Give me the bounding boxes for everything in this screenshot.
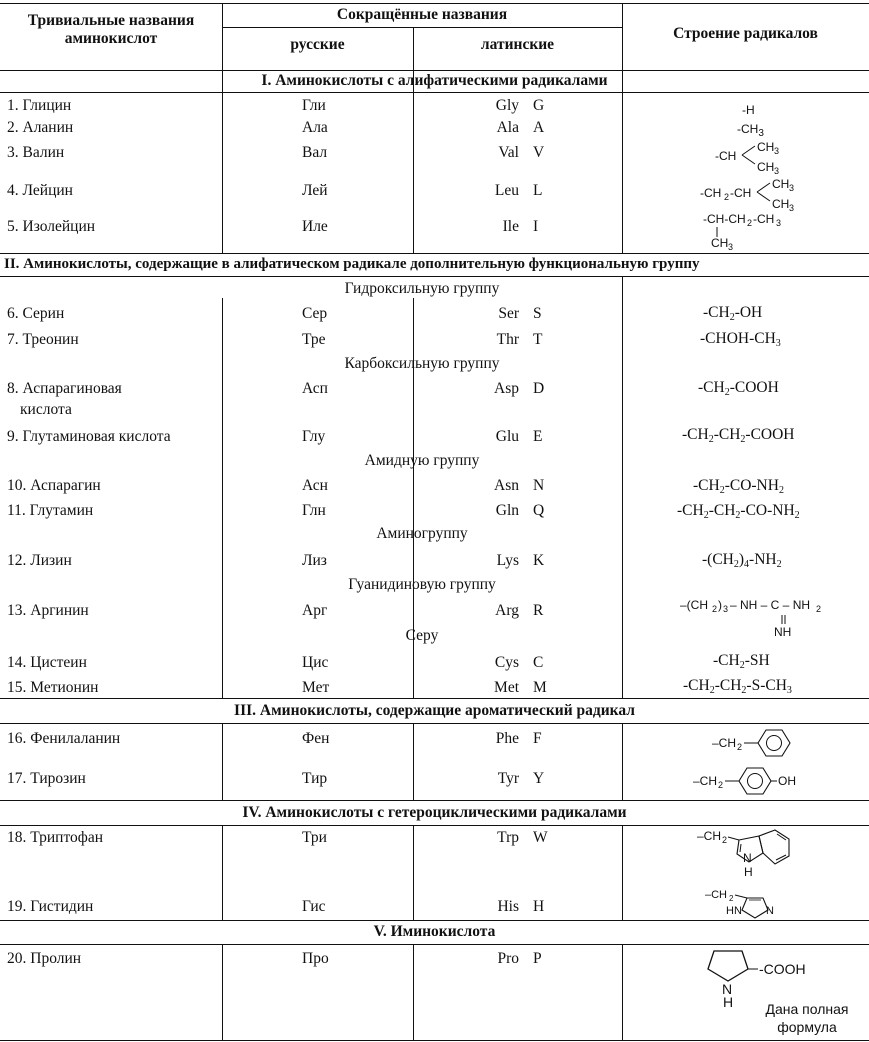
row-code: F <box>533 730 542 747</box>
row-ru: Глу <box>302 428 326 445</box>
col-line-2 <box>413 724 414 800</box>
row-name: 3. Валин <box>7 144 65 161</box>
row-lat: Arg <box>495 602 519 619</box>
svg-text:3: 3 <box>723 604 729 614</box>
svg-text:-CH: -CH <box>730 186 752 200</box>
row-name: 15. Метионин <box>7 679 99 696</box>
header-structure: Строение радикалов <box>673 25 818 42</box>
header-bottom-rule <box>0 70 869 71</box>
row-ru: Тир <box>302 770 328 787</box>
row-code: Y <box>533 770 545 787</box>
row-code: D <box>533 380 545 397</box>
row-code: N <box>533 477 545 494</box>
row-lat: Ile <box>502 218 519 235</box>
row-ru: Ала <box>302 119 328 136</box>
row-lat: Ala <box>496 119 519 136</box>
svg-text:3: 3 <box>776 218 782 228</box>
row-code: R <box>533 602 544 619</box>
radical-arg <box>680 595 840 641</box>
svg-text:NH: NH <box>774 625 792 639</box>
row-name: 19. Гистидин <box>7 898 94 915</box>
row-name: 18. Триптофан <box>7 829 104 846</box>
header-trivial: Тривиальные названия аминокислот <box>27 12 195 47</box>
section-rule-1 <box>0 92 869 93</box>
row-lat: Trp <box>497 829 519 846</box>
section-rule-2 <box>0 253 869 254</box>
row-ru: Гли <box>302 97 326 114</box>
col-line-1 <box>222 826 223 920</box>
row-lat: Asp <box>494 380 519 397</box>
row-ru: Арг <box>302 602 328 619</box>
svg-text:-CH: -CH <box>753 212 775 226</box>
section-rule-2b <box>0 276 869 277</box>
section-rule-3b <box>0 723 869 724</box>
svg-text:–CH: –CH <box>697 829 722 843</box>
row-code: M <box>533 679 547 696</box>
row-ru: Глн <box>302 502 326 519</box>
row-ru: Асп <box>302 380 328 397</box>
radical-ile <box>703 210 803 250</box>
row-name: 9. Глутаминовая кислота <box>7 428 171 445</box>
svg-text:CH: CH <box>711 236 729 250</box>
subsection-hydroxyl: Гидроксильную группу <box>344 280 500 297</box>
row-ru: Мет <box>302 679 330 696</box>
section-title-2: II. Аминокислоты, содержащие в алифатическом радикале дополнительную функциональную группу <box>4 256 700 272</box>
row-lat: Asn <box>494 477 519 494</box>
svg-text:3: 3 <box>728 242 734 250</box>
col-line-3 <box>622 826 623 920</box>
svg-text:2: 2 <box>724 192 730 202</box>
row-code: V <box>533 144 545 161</box>
row-ru: Фен <box>302 730 330 747</box>
svg-text:-CH-CH: -CH-CH <box>703 212 746 226</box>
row-code: K <box>533 552 545 569</box>
svg-text:3: 3 <box>789 183 795 193</box>
col-line-3 <box>622 945 623 1040</box>
radical-asp: $-CH_2$-COOH <box>698 379 779 398</box>
row-name: 14. Цистеин <box>7 654 87 671</box>
row-lat: Ser <box>498 305 519 322</box>
row-name: 6. Серин <box>7 305 65 322</box>
row-name: 4. Лейцин <box>7 182 73 199</box>
row-code: Q <box>533 502 545 519</box>
svg-text:CH: CH <box>757 160 775 174</box>
row-name: 5. Изолейцин <box>7 218 96 235</box>
svg-text:2: 2 <box>737 742 743 752</box>
svg-text:–CH: –CH <box>712 736 737 750</box>
row-name: 12. Лизин <box>7 552 72 569</box>
svg-text:H: H <box>744 865 753 879</box>
col-line-1 <box>222 945 223 1040</box>
section-title-1: I. Аминокислоты с алифатическими радикалами <box>261 72 608 89</box>
row-code: A <box>533 119 545 136</box>
svg-text:CH: CH <box>757 140 775 154</box>
radical-val <box>715 139 795 175</box>
col-line-3 <box>622 93 623 253</box>
radical-gln: $-CH_2-CH_2-CO-NH_2$ <box>677 502 800 521</box>
svg-text:3: 3 <box>774 146 780 156</box>
radical-thr: $-CHOH-CH_3$ <box>700 330 781 349</box>
row-ru: Три <box>302 829 327 846</box>
svg-text:–(CH: –(CH <box>680 598 709 612</box>
row-lat: Lys <box>496 552 519 569</box>
row-ru: Сер <box>302 305 328 322</box>
row-ru: Цис <box>302 654 329 671</box>
row-lat: Pro <box>497 950 519 967</box>
row-name: 16. Фенилаланин <box>7 730 121 747</box>
svg-text:-CH: -CH <box>715 149 737 163</box>
subsection-sulfur: Серу <box>405 627 439 644</box>
row-ru: Про <box>302 950 329 967</box>
col-line-2 <box>413 945 414 1040</box>
section-title-4: IV. Аминокислоты с гетероциклическими радикалами <box>242 804 627 821</box>
radical-trp <box>697 826 817 882</box>
header-abbrev: Сокращённые названия <box>336 6 508 23</box>
row-name: 11. Глутамин <box>7 502 94 519</box>
radical-met: $-CH_2-CH_2-S-CH_3$ <box>683 677 792 696</box>
radical-pro <box>700 947 850 1007</box>
col-line-1 <box>222 93 223 253</box>
svg-text:– NH – C – NH: – NH – C – NH <box>730 598 811 612</box>
row-lat: Gln <box>495 502 519 519</box>
radical-asn: $-CH_2-CO-NH_2$ <box>693 477 784 496</box>
row-lat: Met <box>494 679 519 696</box>
col-line-3 <box>622 277 623 698</box>
col-line-1 <box>222 724 223 800</box>
svg-text:HN: HN <box>726 905 742 917</box>
svg-text:N: N <box>722 981 733 997</box>
row-name: 13. Аргинин <box>7 602 89 619</box>
svg-text:2: 2 <box>747 218 753 228</box>
radical-lys: $-(CH_2)_4-NH_2$ <box>702 551 782 570</box>
row-code: E <box>533 428 543 445</box>
svg-text:-COOH: -COOH <box>759 961 806 977</box>
subsection-guanidine: Гуанидиновую группу <box>348 576 496 593</box>
table-bottom-rule <box>0 1040 869 1041</box>
row-lat: Val <box>498 144 519 161</box>
col-line-2 <box>413 826 414 920</box>
section-rule-4 <box>0 800 869 801</box>
row-code: W <box>533 829 548 846</box>
row-ru: Тре <box>302 331 326 348</box>
svg-text:CH: CH <box>772 197 790 211</box>
section-rule-3 <box>0 698 869 699</box>
svg-text:H: H <box>723 994 734 1007</box>
svg-text:2: 2 <box>712 604 718 614</box>
row-lat: His <box>497 898 519 915</box>
row-name: 17. Тирозин <box>7 770 86 787</box>
svg-text:2: 2 <box>718 780 724 790</box>
row-lat: Leu <box>494 182 519 199</box>
svg-text:N: N <box>743 851 752 865</box>
row-name: 1. Глицин <box>7 97 72 114</box>
subsection-carboxyl: Карбоксильную группу <box>344 355 500 372</box>
radical-gly: -H <box>742 103 755 117</box>
svg-text:-CH: -CH <box>700 186 722 200</box>
section-title-3: III. Аминокислоты, содержащие ароматический радикал <box>234 702 635 719</box>
row-name: 7. Треонин <box>7 331 79 348</box>
subsection-amino: Аминогруппу <box>376 525 468 542</box>
row-ru: Гис <box>302 898 326 915</box>
row-code: T <box>533 331 543 348</box>
row-ru: Лей <box>302 182 328 199</box>
row-code: H <box>533 898 545 915</box>
row-lat: Phe <box>495 730 519 747</box>
svg-text:3: 3 <box>789 203 795 212</box>
svg-text:2: 2 <box>729 894 734 903</box>
radical-leu <box>700 176 810 212</box>
row-lat: Glu <box>495 428 519 445</box>
row-ru: Иле <box>302 218 328 235</box>
row-ru: Асн <box>302 477 328 494</box>
radical-glu: $-CH_2-CH_2$-COOH <box>682 426 795 445</box>
header-russian: русские <box>290 36 345 53</box>
svg-text:3: 3 <box>774 166 780 175</box>
row-ru: Вал <box>302 144 328 161</box>
pro-note: Дана полная формула <box>765 1001 849 1035</box>
section-title-5: V. Иминокислота <box>373 923 496 940</box>
row-code: I <box>533 218 539 235</box>
svg-text:–CH: –CH <box>705 889 728 901</box>
row-code: S <box>533 305 542 322</box>
row-code: P <box>533 950 542 967</box>
radical-ser: $-CH_2-OH$ <box>703 304 763 323</box>
svg-text:2: 2 <box>722 835 728 845</box>
svg-text:): ) <box>718 598 722 612</box>
svg-text:–CH: –CH <box>693 774 718 788</box>
svg-text:CH: CH <box>772 177 790 191</box>
row-lat: Gly <box>495 97 519 114</box>
radical-phe <box>712 725 802 761</box>
svg-text:OH: OH <box>778 774 796 788</box>
row-ru: Лиз <box>302 552 327 569</box>
subsection-amide: Амидную группу <box>364 452 480 469</box>
row-lat: Tyr <box>497 770 519 787</box>
row-name-cont: кислота <box>20 401 72 418</box>
row-name: 10. Аспарагин <box>7 477 101 494</box>
row-code: G <box>533 97 545 114</box>
row-lat: Thr <box>496 331 519 348</box>
section-rule-5b <box>0 944 869 945</box>
radical-ala: $-CH_3$ <box>737 122 764 139</box>
row-name: 20. Пролин <box>7 950 82 967</box>
subheader-rule <box>222 27 622 28</box>
row-lat: Cys <box>494 654 519 671</box>
col-line-3 <box>622 724 623 800</box>
table-top-rule <box>0 3 869 4</box>
header-latin: латинские <box>480 36 555 53</box>
radical-his <box>705 886 795 922</box>
row-code: L <box>533 182 543 199</box>
radical-tyr <box>693 763 813 799</box>
radical-cys: $-CH_2-SH$ <box>713 652 770 671</box>
row-code: C <box>533 654 544 671</box>
svg-text:N: N <box>766 905 774 917</box>
row-name: 8. Аспарагиновая <box>7 380 122 397</box>
row-name: 2. Аланин <box>7 119 74 136</box>
col-line-2 <box>413 93 414 253</box>
svg-text:2: 2 <box>816 604 822 614</box>
